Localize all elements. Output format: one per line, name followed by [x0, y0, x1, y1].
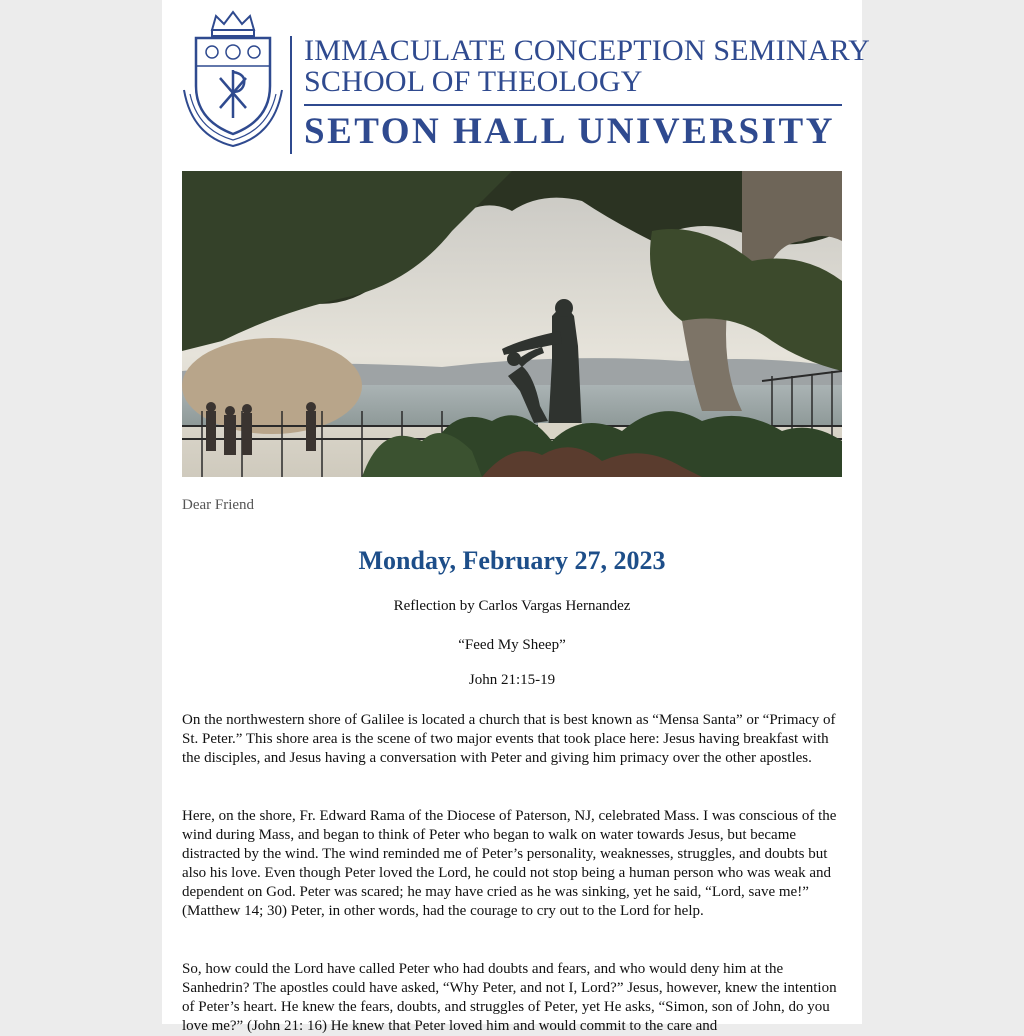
email-body: [162, 0, 871, 1034]
crest-icon: [182, 8, 284, 148]
statue-photo-icon: [182, 171, 842, 477]
byline: Reflection by Carlos Vargas Hernandez: [393, 598, 631, 614]
paragraph: On the northwestern shore of Galilee is located a church that is best known as “Mensa Santa” or “Primacy of St. Peter.” This shore area is the scene of two major events that took place here: Jesus having breakfast with the disciples, and Jesus having a conversation with Peter and giving him primacy over the other apostles.: [182, 712, 836, 766]
paragraph: Here, on the shore, Fr. Edward Rama of the Diocese of Paterson, NJ, celebrated Mass. I was conscious of the wind during Mass, and began to think of Peter who began to walk on water towards Jesus, but became distracted by the wind. The wind reminded me of Peter’s personality, weaknesses, struggles, and doubts but also his love. Even though Peter loved the Lord, he could not stop being a human person who was weak and dependent on God. Peter was scared; he may have cried as he was sinking, yet he said, “Lord, save me!” (Matthew 14; 30) Peter, in other words, had the courage to cry out to the Lord for help.: [182, 808, 837, 919]
university-name: SETON HALL UNIVERSITY: [304, 111, 835, 152]
hero-photo[interactable]: [182, 171, 842, 477]
school-name: SCHOOL OF THEOLOGY: [304, 65, 643, 98]
scripture-reference: John 21:15-19: [468, 672, 556, 688]
greeting: Dear Friend: [182, 497, 255, 513]
seminary-header-logo[interactable]: [182, 8, 871, 152]
reflection-date: Monday, February 27, 2023: [358, 546, 666, 575]
seminary-name: IMMACULATE CONCEPTION SEMINARY: [304, 34, 871, 67]
paragraph: So, how could the Lord have called Peter who had doubts and fears, and who would deny him at the Sanhedrin? The apostles could have asked, “Why Peter, and not I, Lord?” Jesus, however, knew the intention of Peter’s heart. He knew the fears, doubts, and struggles of Peter, yet He asks, “Simon, son of John, do you love me?” (John 21: 16) He knew that Peter loved him and would commit to the care and: [182, 961, 837, 1034]
header-divider: [290, 36, 292, 154]
reflection-title: “Feed My Sheep”: [458, 637, 566, 653]
header-rule: [304, 104, 842, 106]
